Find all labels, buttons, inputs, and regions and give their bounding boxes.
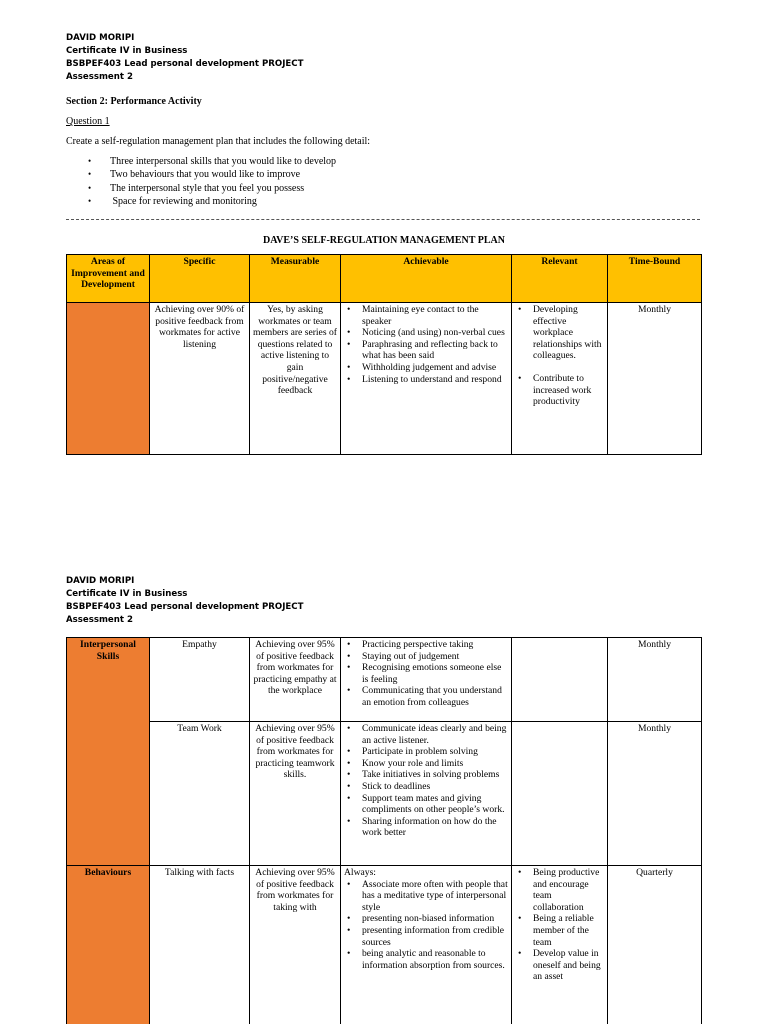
- specific-cell: Talking with facts: [150, 866, 250, 1024]
- dashed-divider: [66, 219, 700, 220]
- relevant-cell: [512, 303, 608, 455]
- list-item: • Associate more often with people that has a meditative type of interpersonal style: [362, 879, 508, 914]
- instruction-text: Create a self-regulation management plan that includes the following detail:: [66, 136, 371, 147]
- list-item: • Support team mates and giving compliments on other people’s work.: [362, 793, 508, 816]
- relevant-cell: [512, 722, 608, 866]
- list-item: • Communicate ideas clearly and being an active listener.: [362, 723, 508, 746]
- list-item: • Being productive and encourage team collaboration: [533, 867, 604, 913]
- plan-title: DAVE’S SELF-REGULATION MANAGEMENT PLAN: [263, 235, 505, 246]
- assessment-label: Assessment 2: [66, 615, 133, 625]
- author-name: DAVID MORIPI: [66, 33, 135, 43]
- list-item: • Space for reviewing and monitoring: [88, 195, 257, 207]
- list-item: • presenting information from credible sources: [362, 925, 508, 948]
- plan-table-continued: [66, 637, 702, 1024]
- project-title: BSBPEF403 Lead personal development PROJECT: [66, 59, 304, 69]
- table-row: [67, 866, 702, 1024]
- column-header: Time-Bound: [608, 255, 702, 303]
- time-bound-cell: Quarterly: [608, 866, 702, 1024]
- list-item: • Paraphrasing and reflecting back to what has been said: [362, 339, 508, 362]
- list-item: • Practicing perspective taking: [362, 639, 508, 651]
- list-item: • Communicating that you understand an emotion from colleagues: [362, 685, 508, 708]
- project-title: BSBPEF403 Lead personal development PROJECT: [66, 602, 304, 612]
- achievable-cell: [341, 638, 512, 722]
- measurable-cell: Achieving over 95% of positive feedback from workmates for practicing empathy at the workplace: [250, 638, 341, 722]
- time-bound-cell: Monthly: [608, 638, 702, 722]
- assessment-label: Assessment 2: [66, 72, 133, 82]
- list-item: • Participate in problem solving: [362, 746, 508, 758]
- achievable-cell: [341, 866, 512, 1024]
- list-item: • Noticing (and using) non-verbal cues: [362, 327, 508, 339]
- certificate-title: Certificate IV in Business: [66, 589, 188, 599]
- specific-cell: Empathy: [150, 638, 250, 722]
- column-header: Specific: [150, 255, 250, 303]
- list-item: • Know your role and limits: [362, 758, 508, 770]
- specific-cell: Team Work: [150, 722, 250, 866]
- list-item: • Listening to understand and respond: [362, 374, 508, 386]
- list-item: • Sharing information on how do the work better: [362, 816, 508, 839]
- achievable-cell: [341, 303, 512, 455]
- behaviours-cell: Behaviours: [67, 866, 150, 1024]
- specific-cell: Achieving over 90% of positive feedback from workmates for active listening: [150, 303, 250, 455]
- area-cell: [67, 303, 150, 455]
- list-item: • The interpersonal style that you feel you possess: [88, 182, 305, 194]
- table-header-row: [67, 255, 702, 303]
- list-item: • being analytic and reasonable to information absorption from sources.: [362, 948, 508, 971]
- interpersonal-skills-cell: Interpersonal Skills: [67, 638, 150, 866]
- plan-table: [66, 254, 702, 455]
- table-row: [67, 638, 702, 722]
- measurable-cell: Achieving over 95% of positive feedback from workmates for practicing teamwork skills.: [250, 722, 341, 866]
- achievable-cell: [341, 722, 512, 866]
- list-item: • Staying out of judgement: [362, 651, 508, 663]
- column-header: Measurable: [250, 255, 341, 303]
- list-item: • presenting non-biased information: [362, 913, 508, 925]
- column-header: Achievable: [341, 255, 512, 303]
- document-header: [66, 32, 303, 84]
- document-header: [66, 575, 303, 627]
- list-item: • Withholding judgement and advise: [362, 362, 508, 374]
- measurable-cell: Yes, by asking workmates or team members are series of questions related to active listening to gain positive/negative feedback: [250, 303, 341, 455]
- time-bound-cell: Monthly: [608, 303, 702, 455]
- certificate-title: Certificate IV in Business: [66, 46, 188, 56]
- column-header: Areas of Improvement and Development: [67, 255, 150, 303]
- list-item: • Three interpersonal skills that you would like to develop: [88, 156, 337, 167]
- list-item: • Develop value in oneself and being an asset: [533, 948, 604, 983]
- measurable-cell: Achieving over 95% of positive feedback from workmates for taking with: [250, 866, 341, 1024]
- list-item: • Maintaining eye contact to the speaker: [362, 304, 508, 327]
- list-item: • Stick to deadlines: [362, 781, 508, 793]
- list-item: • Two behaviours that you would like to improve: [88, 169, 301, 181]
- relevant-cell: [512, 638, 608, 722]
- list-item: • Recognising emotions someone else is feeling: [362, 662, 508, 685]
- list-item: • Take initiatives in solving problems: [362, 769, 508, 781]
- table-row: [67, 303, 702, 455]
- list-item: • Developing effective workplace relationships with colleagues.: [533, 304, 604, 362]
- question-label: Question 1: [66, 116, 110, 127]
- instruction-list: [88, 155, 336, 208]
- always-label: Always:: [344, 867, 376, 878]
- table-row: [67, 722, 702, 866]
- list-item: • Contribute to increased work productivity: [533, 373, 604, 408]
- list-item: • Being a reliable member of the team: [533, 913, 604, 948]
- column-header: Relevant: [512, 255, 608, 303]
- section-title: Section 2: Performance Activity: [66, 96, 202, 107]
- author-name: DAVID MORIPI: [66, 576, 135, 586]
- time-bound-cell: Monthly: [608, 722, 702, 866]
- relevant-cell: [512, 866, 608, 1024]
